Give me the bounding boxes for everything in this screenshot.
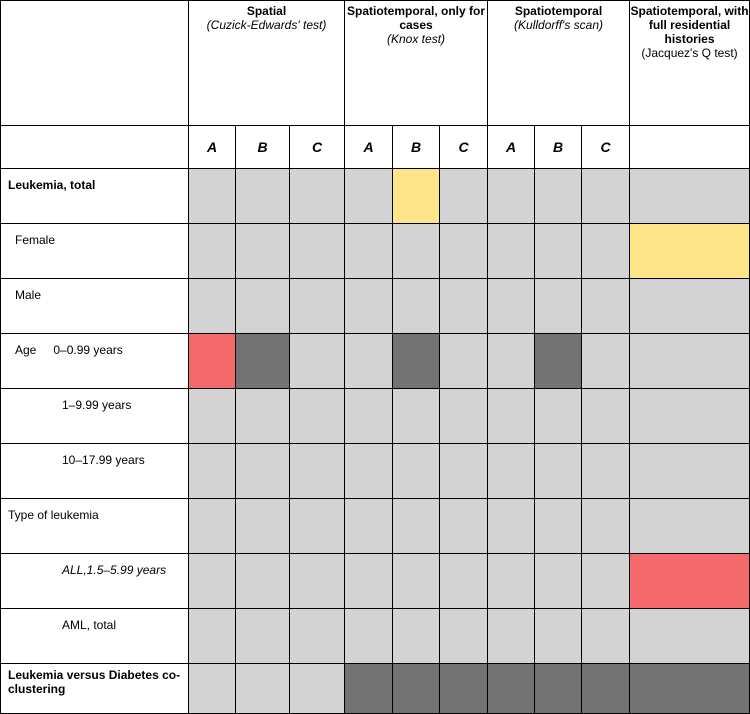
header-spatial-sub: (Cuzick-Edwards' test) [206,18,327,32]
result-cell [345,664,393,714]
subcolumn-label: C [582,126,630,169]
result-cell [440,444,488,499]
result-cell [440,334,488,389]
result-cell [630,499,750,554]
subcolumn-label: A [345,126,393,169]
subcolumn-label: B [236,126,290,169]
result-cell [630,664,750,714]
result-cell [290,169,345,224]
row-label: AML, total [1,609,189,664]
result-cell [345,499,393,554]
result-cell [236,224,290,279]
result-cell [582,334,630,389]
result-cell [345,389,393,444]
header-st-residential [630,1,750,126]
row-label-age: Age [15,343,37,357]
result-cell [582,554,630,609]
result-cell [236,334,290,389]
result-cell [630,334,750,389]
subcolumn-label: C [290,126,345,169]
table-row [1,224,750,279]
result-cell [440,609,488,664]
result-cell [290,499,345,554]
result-cell [393,609,440,664]
result-cell [488,334,535,389]
row-label: 1–9.99 years [1,389,189,444]
header-st-cases-sub: (Knox test) [387,32,446,46]
table-row [1,389,750,444]
result-cell [345,224,393,279]
header-st-kulldorff-title: Spatiotemporal [514,4,603,18]
result-cell [535,554,582,609]
result-cell [440,499,488,554]
table-row [1,664,750,714]
result-cell [393,444,440,499]
result-cell [236,664,290,714]
result-cell [393,554,440,609]
result-cell [393,169,440,224]
result-cell [345,554,393,609]
table-row [1,334,750,389]
result-cell [535,224,582,279]
row-label: Male [1,279,189,334]
result-cell [290,334,345,389]
subcolumn-corner [1,126,189,169]
result-cell [440,279,488,334]
result-cell [582,609,630,664]
row-label: Type of leukemia [1,499,189,554]
result-cell [582,224,630,279]
result-cell [488,444,535,499]
header-st-kulldorff [488,1,630,126]
corner-cell [1,1,189,126]
result-cell [236,444,290,499]
result-cell [582,664,630,714]
row-label: Leukemia, total [1,169,189,224]
table-row [1,444,750,499]
result-cell [189,499,236,554]
subcolumn-header-row [1,126,750,169]
result-cell [290,279,345,334]
result-cell [345,169,393,224]
result-cell [582,389,630,444]
result-cell [236,389,290,444]
result-cell [582,444,630,499]
row-label-age-range: 0–0.99 years [53,343,123,357]
result-cell [535,499,582,554]
result-cell [488,554,535,609]
subcolumn-label: B [393,126,440,169]
result-cell [488,499,535,554]
result-cell [290,554,345,609]
result-cell [189,444,236,499]
row-label: ALL,1.5–5.99 years [1,554,189,609]
result-cell [393,499,440,554]
header-st-kulldorff-sub: (Kulldorff's scan) [514,18,604,32]
result-cell [630,444,750,499]
header-st-cases [345,1,488,126]
result-cell [582,499,630,554]
result-cell [488,224,535,279]
result-cell [236,554,290,609]
result-cell [393,334,440,389]
result-cell [393,664,440,714]
result-cell [345,609,393,664]
result-cell [440,224,488,279]
result-cell [630,169,750,224]
table-row [1,554,750,609]
result-cell [535,334,582,389]
result-cell [630,389,750,444]
result-cell [440,389,488,444]
row-label: Female [1,224,189,279]
result-cell [488,664,535,714]
result-cell [535,279,582,334]
result-cell [189,609,236,664]
result-cell [393,279,440,334]
header-spatial [189,1,345,126]
header-spatial-title: Spatial [246,4,287,18]
row-label [1,334,189,389]
result-cell [189,389,236,444]
table-row [1,609,750,664]
result-cell [345,334,393,389]
result-cell [535,389,582,444]
result-cell [535,444,582,499]
result-cell [236,169,290,224]
result-cell [290,389,345,444]
result-cell [440,664,488,714]
row-label: Leukemia versus Diabetes co-clustering [1,664,189,714]
result-cell [440,169,488,224]
subcolumn-label: A [189,126,236,169]
result-cell [535,169,582,224]
result-cell [290,664,345,714]
result-cell [488,169,535,224]
row-label: 10–17.99 years [1,444,189,499]
result-cell [630,224,750,279]
result-cell [236,279,290,334]
method-header-row [1,1,750,126]
result-cell [582,279,630,334]
result-cell [189,554,236,609]
result-cell [535,609,582,664]
table-row [1,499,750,554]
table-row [1,169,750,224]
result-cell [630,609,750,664]
result-cell [236,609,290,664]
header-st-residential-sub: (Jacquez's Q test) [641,46,738,60]
result-cell [290,224,345,279]
subcolumn-label: A [488,126,535,169]
result-cell [488,279,535,334]
header-st-residential-title: Spatiotemporal, with full residential histories [630,4,749,46]
result-cell [290,444,345,499]
result-cell [236,499,290,554]
result-cell [189,224,236,279]
subcolumn-blank [630,126,750,169]
result-cell [189,279,236,334]
result-cell [393,389,440,444]
result-cell [630,554,750,609]
result-cell [440,554,488,609]
result-cell [189,169,236,224]
result-cell [189,334,236,389]
header-st-cases-title: Spatiotemporal, only for cases [347,4,486,32]
result-cell [393,224,440,279]
result-cell [345,279,393,334]
result-cell [290,609,345,664]
result-cell [488,389,535,444]
result-cell [535,664,582,714]
result-cell [189,664,236,714]
result-cell [630,279,750,334]
result-cell [582,169,630,224]
table-row [1,279,750,334]
subcolumn-label: C [440,126,488,169]
result-cell [345,444,393,499]
subcolumn-label: B [535,126,582,169]
result-cell [488,609,535,664]
